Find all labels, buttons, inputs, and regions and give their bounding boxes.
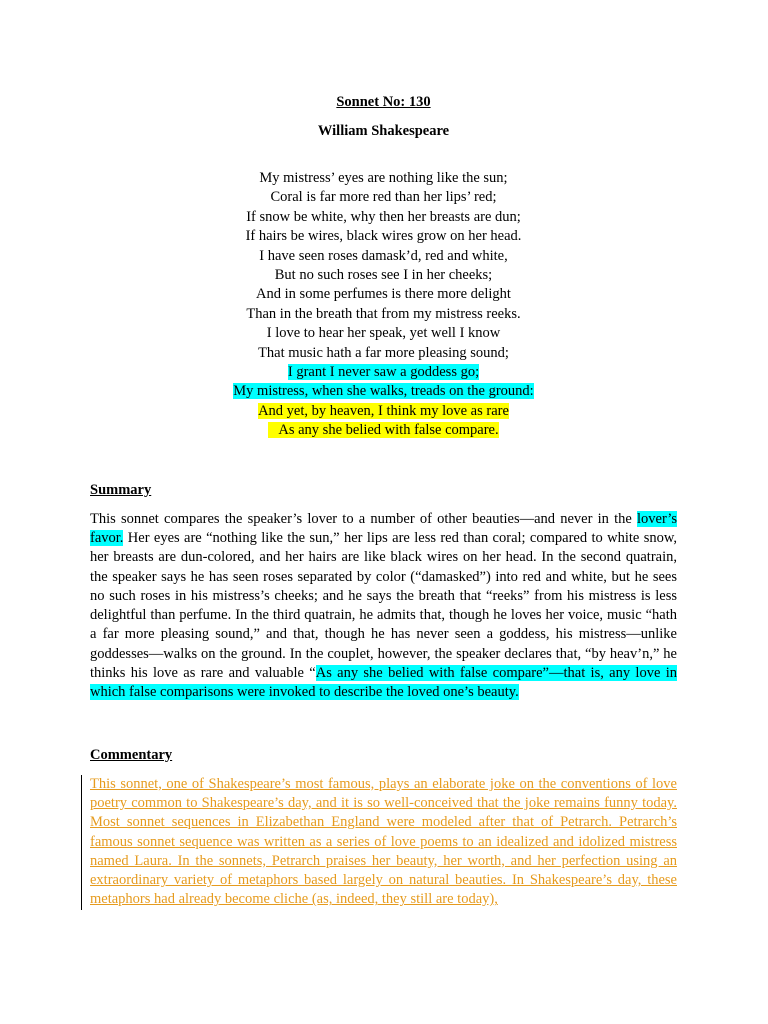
poem-line: I have seen roses damask’d, red and white, — [259, 247, 508, 264]
summary-highlight: lover’s favor. — [90, 510, 677, 546]
poem-line: If hairs be wires, black wires grow on her head. — [245, 228, 522, 245]
poem-line-highlighted: And yet, by heaven, I think my love as rare — [258, 402, 509, 419]
poem-line: My mistress’ eyes are nothing like the sun; — [259, 170, 508, 186]
poem-line: Than in the breath that from my mistress reeks. — [246, 305, 521, 322]
poem-line: If snow be white, why then her breasts are dun; — [246, 208, 521, 225]
summary-heading: Summary — [90, 481, 152, 498]
commentary-heading: Commentary — [90, 746, 173, 763]
poem-line-highlighted: As any she belied with false compare. — [90, 421, 677, 440]
document-author: William Shakespeare — [317, 123, 450, 139]
poem-line: But no such roses see I in her cheeks; — [274, 267, 493, 284]
summary-highlight: As any she belied with false compare”—that is, any love in which false comparisons were invoked to describe the loved one’s beauty. — [90, 665, 677, 701]
summary-paragraph: This sonnet compares the speaker’s lover to a number of other beauties—and never in the lover’s favor. Her eyes are “nothing like the sun,” her lips are less red than coral; compared to white snow, her breasts are dun-colored, and her hairs are like black wires on her head. In the second quatrain, the speaker says he has seen roses separated by color (“damasked”) into red and white, but he sees no such roses in his mistress’s cheeks; and he says the breath that “reeks” from his mistress is less delightful than perfume. In the third quatrain, he admits that, though he loves her voice, music “hath a far more pleasing sound,” and that, though he has never seen a goddess, his mistress—unlike goddesses—walks on the ground. In the couplet, however, the speaker declares that, “by heav’n,” he thinks his love as rare and valuable “As any she belied with false compare”—that is, any love in which false comparisons were invoked to describe the loved one’s beauty. — [90, 510, 677, 701]
poem-line-highlighted: I grant I never saw a goddess go; — [287, 364, 480, 381]
poem-line: Coral is far more red than her lips’ red; — [270, 189, 497, 206]
poem — [90, 169, 677, 441]
change-bar — [81, 775, 82, 910]
poem-line: And in some perfumes is there more delight — [256, 286, 511, 303]
commentary-block — [90, 775, 677, 910]
poem-line: I love to hear her speak, yet well I know — [266, 325, 501, 342]
document-title: Sonnet No: 130 — [336, 94, 431, 110]
commentary-paragraph: This sonnet, one of Shakespeare’s most famous, plays an elaborate joke on the conventions of love poetry common to Shakespeare’s day, and it is so well-conceived that the joke remains funny today. Most sonnet sequences in Elizabethan England were modeled after that of Petrarch. Petrarch’s famous sonnet sequence was written as a series of love poems to an idealized and idolized mistress named Laura. In the sonnets, Petrarch praises her beauty, her worth, and her perfection using an extraordinary variety of metaphors based largely on natural beauties. In Shakespeare’s day, these metaphors had already become cliche (as, indeed, they still are today), — [90, 775, 677, 908]
document-page — [90, 92, 677, 910]
poem-line-highlighted: My mistress, when she walks, treads on the ground: — [233, 383, 534, 400]
poem-line: That music hath a far more pleasing sound; — [258, 344, 509, 361]
